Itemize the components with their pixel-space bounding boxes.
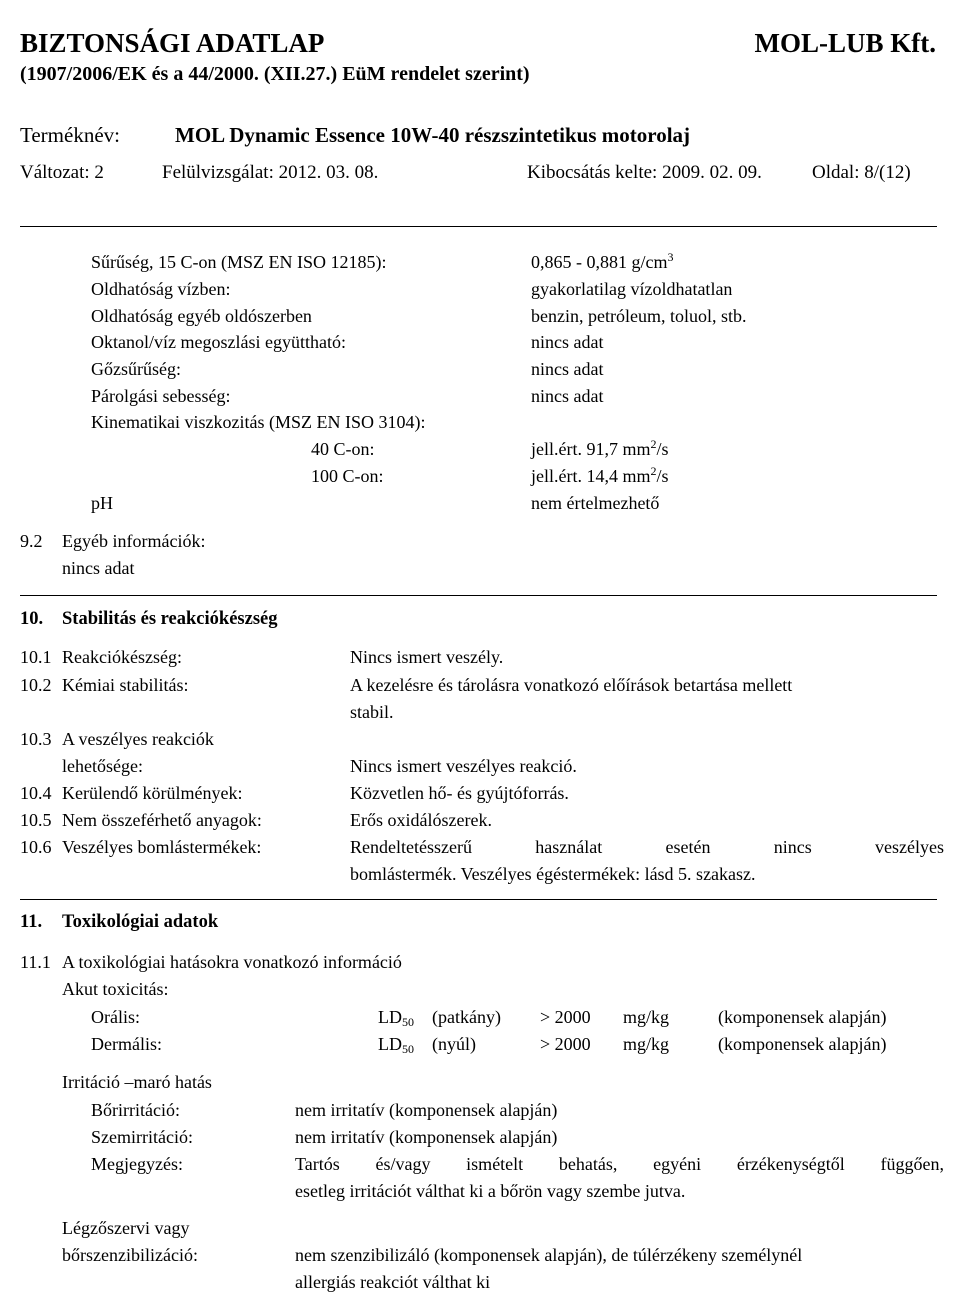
irritation-label: Irritáció –maró hatás (62, 1072, 212, 1092)
skin-irritation-label: Bőrirritáció: (91, 1100, 180, 1120)
decomposition-products-label: Veszélyes bomlástermékek: (62, 837, 262, 857)
subsection-number-10-4: 10.4 (20, 783, 52, 803)
sensitization-label-cont: bőrszenzibilizáció: (62, 1245, 198, 1265)
section-11-title: Toxikológiai adatok (62, 912, 219, 932)
subsection-number-11-1: 11.1 (20, 952, 51, 972)
partition-coefficient-value: nincs adat (531, 332, 604, 352)
hazardous-reactions-label: A veszélyes reakciók (62, 729, 214, 749)
viscosity-40-label: 40 C-on: (311, 439, 375, 459)
density-value: 0,865 - 0,881 $g/cm^3$ (531, 250, 674, 272)
subsection-number-10-3: 10.3 (20, 729, 52, 749)
evaporation-rate-value: nincs adat (531, 386, 604, 406)
eye-irritation-value: nem irritatív (komponensek alapján) (295, 1127, 558, 1147)
oral-unit: mg/kg (623, 1007, 670, 1027)
oral-basis: (komponensek alapján) (718, 1007, 887, 1027)
conditions-to-avoid-value: Közvetlen hő- és gyújtóforrás. (350, 783, 569, 803)
sensitization-value: nem szenzibilizáló (komponensek alapján), de túlérzékeny személynél (295, 1245, 803, 1265)
chemical-stability-label: Kémiai stabilitás: (62, 675, 189, 695)
sensitization-value-cont: allergiás reakciót válthat ki (295, 1272, 491, 1292)
decomposition-products-value: Rendeltetésszerű használat esetén nincs veszélyes (350, 837, 944, 857)
subsection-number-10-2: 10.2 (20, 675, 52, 695)
oral-ld50: $LD_{50}$ (378, 1007, 414, 1029)
page-number: Oldal: 8/(12) (812, 162, 911, 183)
dermal-ld50: $LD_{50}$ (378, 1034, 414, 1056)
partition-coefficient-label: Oktanol/víz megoszlási együttható: (91, 332, 346, 352)
water-solubility-value: gyakorlatilag vízoldhatatlan (531, 279, 733, 299)
ph-label: pH (91, 493, 113, 513)
oral-value: > 2000 (540, 1007, 591, 1027)
viscosity-100-value: jell.ért. 14,4 $mm^2/s$ (531, 464, 669, 486)
solvent-solubility-value: benzin, petróleum, toluol, stb. (531, 306, 747, 326)
dermal-unit: mg/kg (623, 1034, 670, 1054)
solvent-solubility-label: Oldhatóság egyéb oldószerben (91, 306, 312, 326)
header-divider (20, 226, 937, 227)
revision-date: Felülvizsgálat: 2012. 03. 08. (162, 162, 379, 183)
acute-toxicity-label: Akut toxicitás: (62, 979, 169, 999)
oral-species: (patkány) (432, 1007, 501, 1027)
viscosity-100-label: 100 C-on: (311, 466, 384, 486)
dermal-label: Dermális: (91, 1034, 162, 1054)
vapour-density-value: nincs adat (531, 359, 604, 379)
chemical-stability-value: A kezelésre és tárolásra vonatkozó előírások betartása mellett (350, 675, 793, 695)
product-name: MOL Dynamic Essence 10W-40 részszintetikus motorolaj (175, 123, 691, 147)
section-10-end-divider (20, 899, 937, 900)
regulation-reference: (1907/2006/EK és a 44/2000. (XII.27.) EüM rendelet szerint) (20, 63, 530, 85)
chemical-stability-value-cont: stabil. (350, 702, 394, 722)
section-11-number: 11. (20, 912, 43, 932)
evaporation-rate-label: Párolgási sebesség: (91, 386, 231, 406)
ph-value: nem értelmezhető (531, 493, 660, 513)
document-title: BIZTONSÁGI ADATLAP (20, 28, 325, 58)
product-label: Terméknév: (20, 123, 120, 147)
conditions-to-avoid-label: Kerülendő körülmények: (62, 783, 243, 803)
subsection-number-10-1: 10.1 (20, 647, 52, 667)
dermal-value: > 2000 (540, 1034, 591, 1054)
subsection-number-9-2: 9.2 (20, 531, 43, 551)
viscosity-40-value: jell.ért. 91,7 $mm^2/s$ (531, 437, 669, 459)
density-label: Sűrűség, 15 C-on (MSZ EN ISO 12185): (91, 252, 387, 272)
water-solubility-label: Oldhatóság vízben: (91, 279, 231, 299)
viscosity-label: Kinematikai viszkozitás (MSZ EN ISO 3104): (91, 412, 426, 432)
company-name: MOL-LUB Kft. (754, 28, 936, 58)
sensitization-label: Légzőszervi vagy (62, 1218, 190, 1238)
remark-label: Megjegyzés: (91, 1154, 183, 1174)
reactivity-value: Nincs ismert veszély. (350, 647, 504, 667)
section-10-title: Stabilitás és reakciókészség (62, 609, 278, 629)
section-9-end-divider (20, 595, 937, 596)
skin-irritation-value: nem irritatív (komponensek alapján) (295, 1100, 558, 1120)
section-10-number: 10. (20, 609, 44, 629)
oral-label: Orális: (91, 1007, 140, 1027)
incompatible-materials-label: Nem összeférhető anyagok: (62, 810, 262, 830)
issue-date: Kibocsátás kelte: 2009. 02. 09. (527, 162, 762, 183)
vapour-density-label: Gőzsűrűség: (91, 359, 181, 379)
subsection-number-10-5: 10.5 (20, 810, 52, 830)
other-info-value: nincs adat (62, 558, 135, 578)
subsection-number-10-6: 10.6 (20, 837, 52, 857)
toxicological-info-title: A toxikológiai hatásokra vonatkozó információ (62, 952, 402, 972)
decomposition-products-value-cont: bomlástermék. Veszélyes égéstermékek: lásd 5. szakasz. (350, 864, 756, 884)
hazardous-reactions-label-cont: lehetősége: (62, 756, 143, 776)
other-info-label: Egyéb információk: (62, 531, 206, 551)
dermal-basis: (komponensek alapján) (718, 1034, 887, 1054)
version: Változat: 2 (20, 162, 104, 183)
dermal-species: (nyúl) (432, 1034, 476, 1054)
reactivity-label: Reakciókészség: (62, 647, 182, 667)
hazardous-reactions-value: Nincs ismert veszélyes reakció. (350, 756, 577, 776)
incompatible-materials-value: Erős oxidálószerek. (350, 810, 492, 830)
remark-value-cont: esetleg irritációt válthat ki a bőrön vagy szembe jutva. (295, 1181, 686, 1201)
remark-value: Tartós és/vagy ismételt behatás, egyéni érzékenységtől függően, (295, 1154, 944, 1174)
eye-irritation-label: Szemirritáció: (91, 1127, 193, 1147)
